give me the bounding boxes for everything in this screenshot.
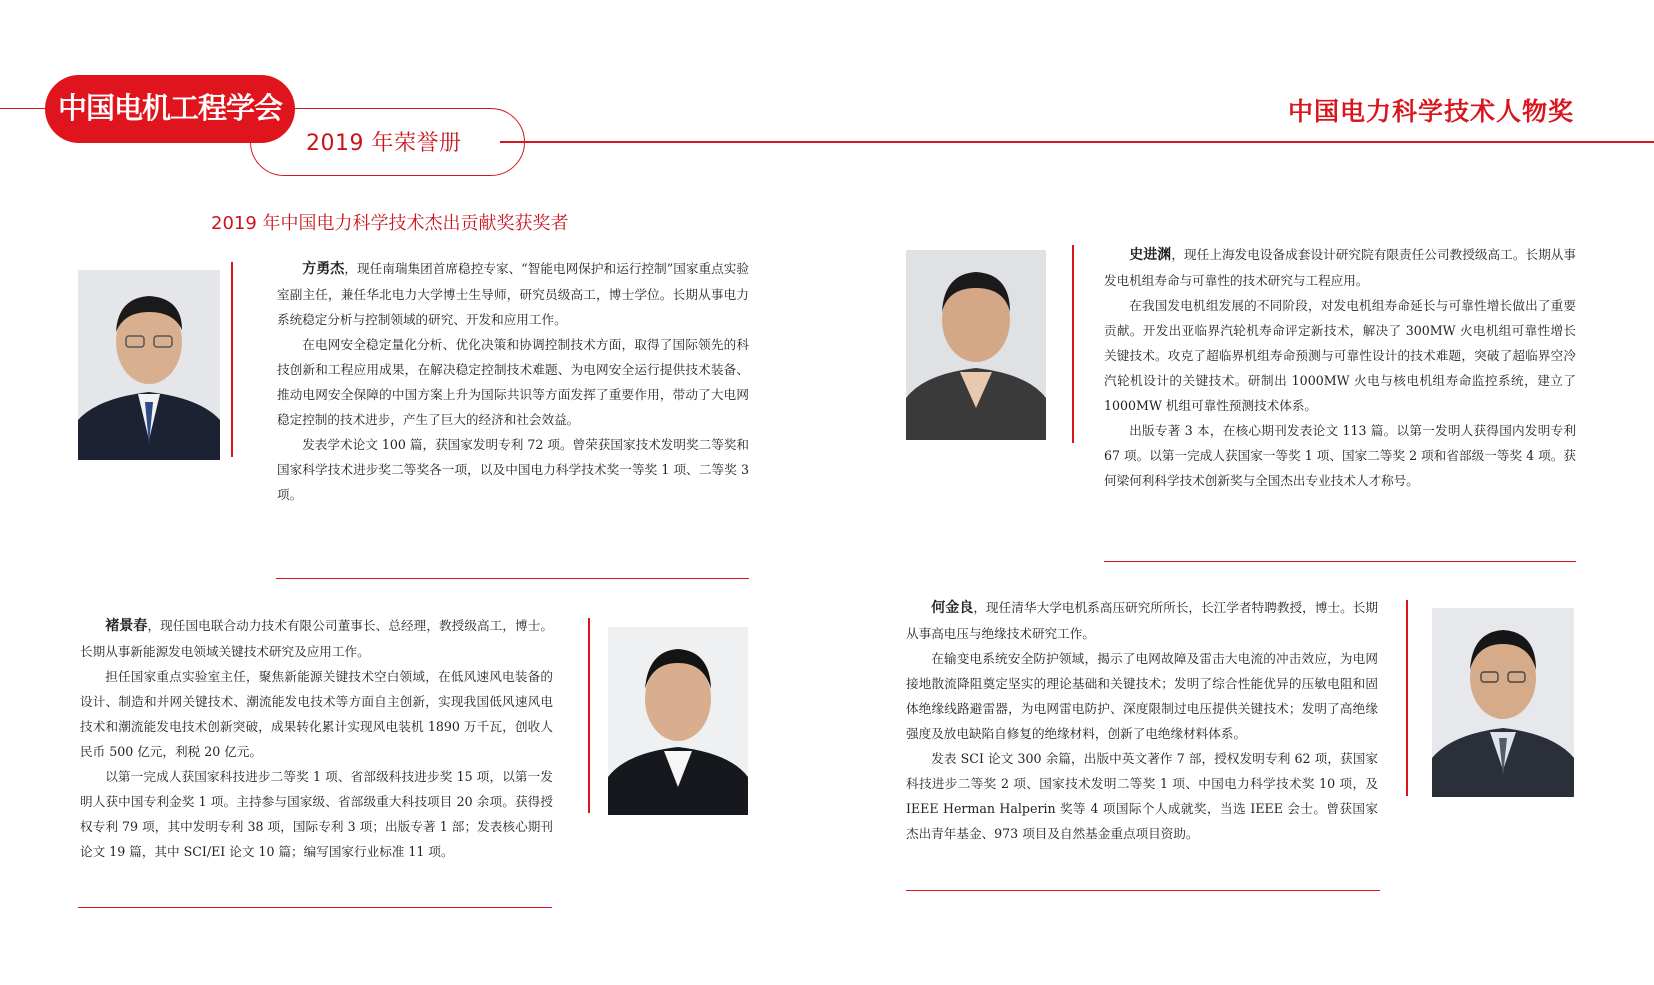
person-silhouette-icon	[1432, 608, 1574, 797]
accent-bar	[231, 262, 233, 457]
header-line-right	[500, 141, 1654, 143]
bio-paragraph: 发表学术论文 100 篇，获国家发明专利 72 项。曾荣获国家技术发明奖二等奖和国家科学技术进步奖二等奖各一项，以及中国电力科学技术奖一等奖 1 项、二等奖 3 项。	[277, 437, 749, 502]
portrait-photo-fang	[78, 270, 220, 460]
awardee-name: 何金良	[931, 600, 974, 616]
accent-bar	[1072, 245, 1074, 443]
divider-rule	[906, 890, 1380, 891]
society-logo-text: 中国电机工程学会	[45, 75, 295, 143]
divider-rule	[78, 907, 552, 908]
bio-he	[906, 595, 1378, 846]
portrait-photo-shi	[906, 250, 1046, 440]
divider-rule	[1104, 561, 1576, 562]
award-title: 中国电力科学技术人物奖	[1287, 97, 1574, 126]
accent-bar	[1406, 600, 1408, 796]
section-title: 2019 年中国电力科学技术杰出贡献奖获奖者	[211, 213, 569, 234]
bio-paragraph: 发表 SCI 论文 300 余篇，出版中英文著作 7 部，授权发明专利 62 项，获国家科技进步二等奖 2 项、国家技术发明二等奖 1 项、中国电力科学技术奖 10 项，及 IEEE Herman Halperin 奖等 4 项国际个人成就奖，当选 IEEE 会士。曾获国家杰出青年基金、973 项目及自然基金重点项目资助。	[906, 751, 1378, 841]
accent-bar	[588, 618, 590, 813]
person-silhouette-icon	[78, 270, 220, 460]
awardee-intro: ，现任南瑞集团首席稳控专家、“智能电网保护和运行控制”国家重点实验室副主任，兼任华北电力大学博士生导师，研究员级高工，博士学位。长期从事电力系统稳定分析与控制领域的研究、开发和应用工作。	[277, 261, 749, 327]
bio-chu	[80, 613, 553, 864]
awardee-intro: ，现任上海发电设备成套设计研究院有限责任公司教授级高工。长期从事发电机组寿命与可靠性的技术研究与工程应用。	[1104, 247, 1577, 288]
portrait-photo-he	[1432, 608, 1574, 797]
bio-shi	[1104, 242, 1576, 493]
person-silhouette-icon	[906, 250, 1046, 440]
bio-paragraph: 以第一完成人获国家科技进步二等奖 1 项、省部级科技进步奖 15 项，以第一发明人获中国专利金奖 1 项。主持参与国家级、省部级重大科技项目 20 余项。获得授权专利 79 项，其中发明专利 38 项，国际专利 3 项；出版专著 1 部；发表核心期刊论文 19 篇，其中 SCI/EI 论文 10 篇；编写国家行业标准 11 项。	[80, 769, 553, 859]
divider-rule	[276, 578, 749, 579]
bio-fang	[277, 256, 749, 507]
awardee-name: 史进渊	[1129, 247, 1172, 263]
bio-paragraph: 担任国家重点实验室主任，聚焦新能源关键技术空白领域，在低风速风电装备的设计、制造和并网关键技术、潮流能发电技术等方面自主创新，实现我国低风速风电技术和潮流能发电技术创新突破，成果转化累计实现风电装机 1890 万千瓦，创收人民币 500 亿元，利税 20 亿元。	[80, 669, 553, 759]
awardee-intro: ，现任清华大学电机系高压研究所所长，长江学者特聘教授，博士。长期从事高电压与绝缘技术研究工作。	[906, 600, 1379, 641]
person-silhouette-icon	[608, 627, 748, 815]
bio-paragraph: 在我国发电机组发展的不同阶段，对发电机组寿命延长与可靠性增长做出了重要贡献。开发出亚临界汽轮机寿命评定新技术，解决了 300MW 火电机组可靠性增长关键技术。攻克了超临界机组寿命预测与可靠性设计的技术难题，突破了超临界空冷汽轮机设计的关键技术。研制出 1000MW 火电与核电机组寿命监控系统，建立了 1000MW 机组可靠性预测技术体系。	[1104, 298, 1576, 413]
awardee-intro: ，现任国电联合动力技术有限公司董事长、总经理，教授级高工，博士。长期从事新能源发电领域关键技术研究及应用工作。	[80, 618, 554, 659]
awardee-name: 方勇杰	[302, 261, 345, 277]
bio-paragraph: 在输变电系统安全防护领域，揭示了电网故障及雷击大电流的冲击效应，为电网接地散流降阻奠定坚实的理论基础和关键技术；发明了综合性能优异的压敏电阻和固体绝缘线路避雷器，为电网雷电防护、深度限制过电压提供关键技术；发明了高绝缘强度及放电缺陷自修复的绝缘材料，创新了电绝缘材料体系。	[906, 651, 1378, 741]
bio-paragraph: 出版专著 3 本，在核心期刊发表论文 113 篇。以第一发明人获得国内发明专利 67 项。以第一完成人获国家一等奖 1 项、国家二等奖 2 项和省部级一等奖 4 项。获何梁何利科学技术创新奖与全国杰出专业技术人才称号。	[1104, 423, 1576, 488]
portrait-photo-chu	[608, 627, 748, 815]
bio-paragraph: 在电网安全稳定量化分析、优化决策和协调控制技术方面，取得了国际领先的科技创新和工程应用成果，在解决稳定控制技术难题、为电网安全运行提供技术装备、推动电网安全保障的中国方案上升为国际共识等方面发挥了重要作用，带动了大电网稳定控制的技术进步，产生了巨大的经济和社会效益。	[277, 337, 749, 427]
awardee-name: 褚景春	[105, 618, 148, 634]
honor-book-title: 2019 年荣誉册	[306, 131, 462, 156]
